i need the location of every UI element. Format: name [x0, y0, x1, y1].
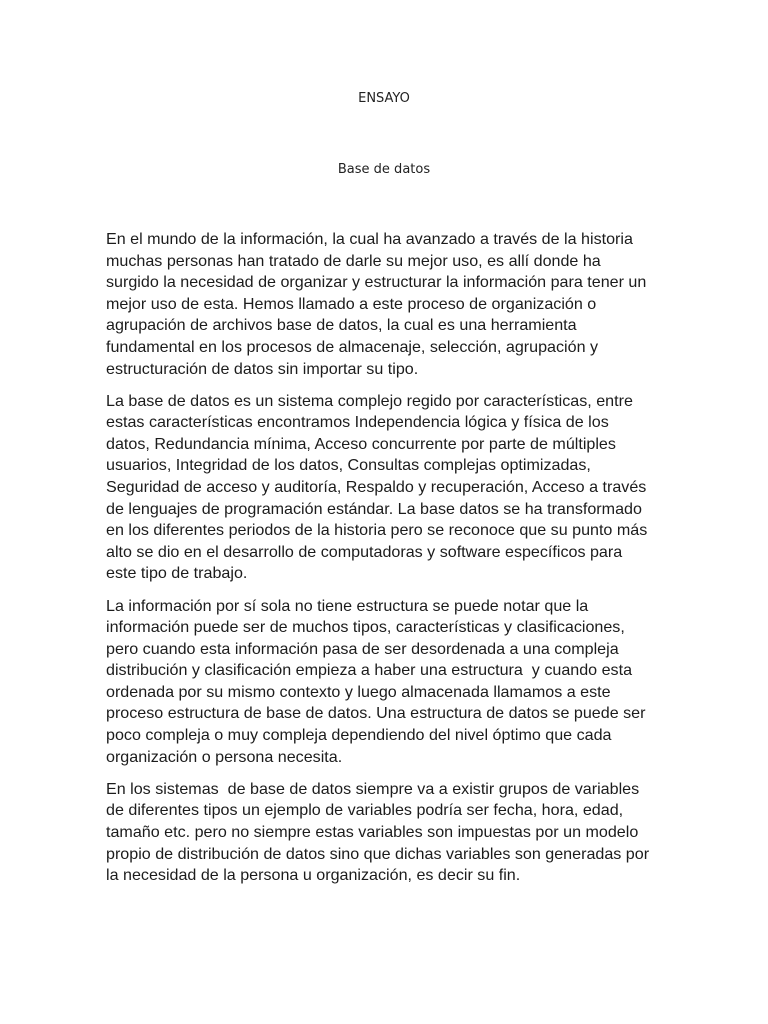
text-line: proceso estructura de base de datos. Una estructura de datos se puede ser	[106, 704, 646, 723]
text-line: estructuración de datos sin importar su tipo.	[106, 359, 419, 378]
document-title: ENSAYO	[358, 91, 410, 106]
text-line: este tipo de trabajo.	[106, 564, 248, 583]
text-line: surgido la necesidad de organizar y estructurar la información para tener un	[106, 273, 647, 292]
paragraph-3	[106, 596, 666, 769]
text-line: La información por sí sola no tiene estructura se puede notar que la	[106, 596, 589, 615]
text-line: La base de datos es un sistema complejo regido por características, entre	[106, 391, 633, 410]
text-line: distribución y clasificación empieza a haber una estructura y cuando esta	[106, 661, 633, 680]
text-line: usuarios, Integridad de los datos, Consultas complejas optimizadas,	[106, 456, 591, 475]
text-line: información puede ser de muchos tipos, características y clasificaciones,	[106, 618, 625, 637]
text-line: En los sistemas de base de datos siempre va a existir grupos de variables	[106, 779, 640, 798]
text-line: muchas personas han tratado de darle su mejor uso, es allí donde ha	[106, 251, 601, 270]
text-line: agrupación de archivos base de datos, la cual es una herramienta	[106, 316, 577, 335]
text-line: alto se dio en el desarrollo de computadoras y software específicos para	[106, 542, 623, 561]
text-line: pero cuando esta información pasa de ser desordenada a una compleja	[106, 639, 619, 658]
text-line: mejor uso de esta. Hemos llamado a este proceso de organización o	[106, 294, 597, 313]
text-line: datos, Redundancia mínima, Acceso concurrente por parte de múltiples	[106, 434, 616, 453]
text-line: propio de distribución de datos sino que dichas variables son generadas por	[106, 844, 650, 863]
paragraph-2	[106, 391, 666, 585]
paragraph-1	[106, 229, 666, 380]
text-line: organización o persona necesita.	[106, 747, 343, 766]
text-line: ordenada por su mismo contexto y luego almacenada llamamos a este	[106, 682, 611, 701]
text-line: estas características encontramos Independencia lógica y física de los	[106, 413, 609, 432]
text-line: fundamental en los procesos de almacenaje, selección, agrupación y	[106, 337, 599, 356]
text-line: poco compleja o muy compleja dependiendo del nivel óptimo que cada	[106, 726, 612, 745]
text-line: en los diferentes periodos de la historia pero se reconoce que su punto más	[106, 521, 648, 540]
text-line: tamaño etc. pero no siempre estas variables son impuestas por un modelo	[106, 822, 639, 841]
text-line: la necesidad de la persona u organización, es decir su fin.	[106, 866, 521, 885]
text-line: En el mundo de la información, la cual ha avanzado a través de la historia	[106, 230, 633, 248]
text-line: de diferentes tipos un ejemplo de variables podría ser fecha, hora, edad,	[106, 801, 624, 820]
document-body	[106, 229, 666, 897]
text-line: de lenguajes de programación estándar. La base datos se ha transformado	[106, 499, 642, 518]
document-subtitle: Base de datos	[337, 162, 431, 177]
text-line: Seguridad de acceso y auditoría, Respaldo y recuperación, Acceso a través	[106, 478, 647, 497]
paragraph-4	[106, 779, 666, 887]
